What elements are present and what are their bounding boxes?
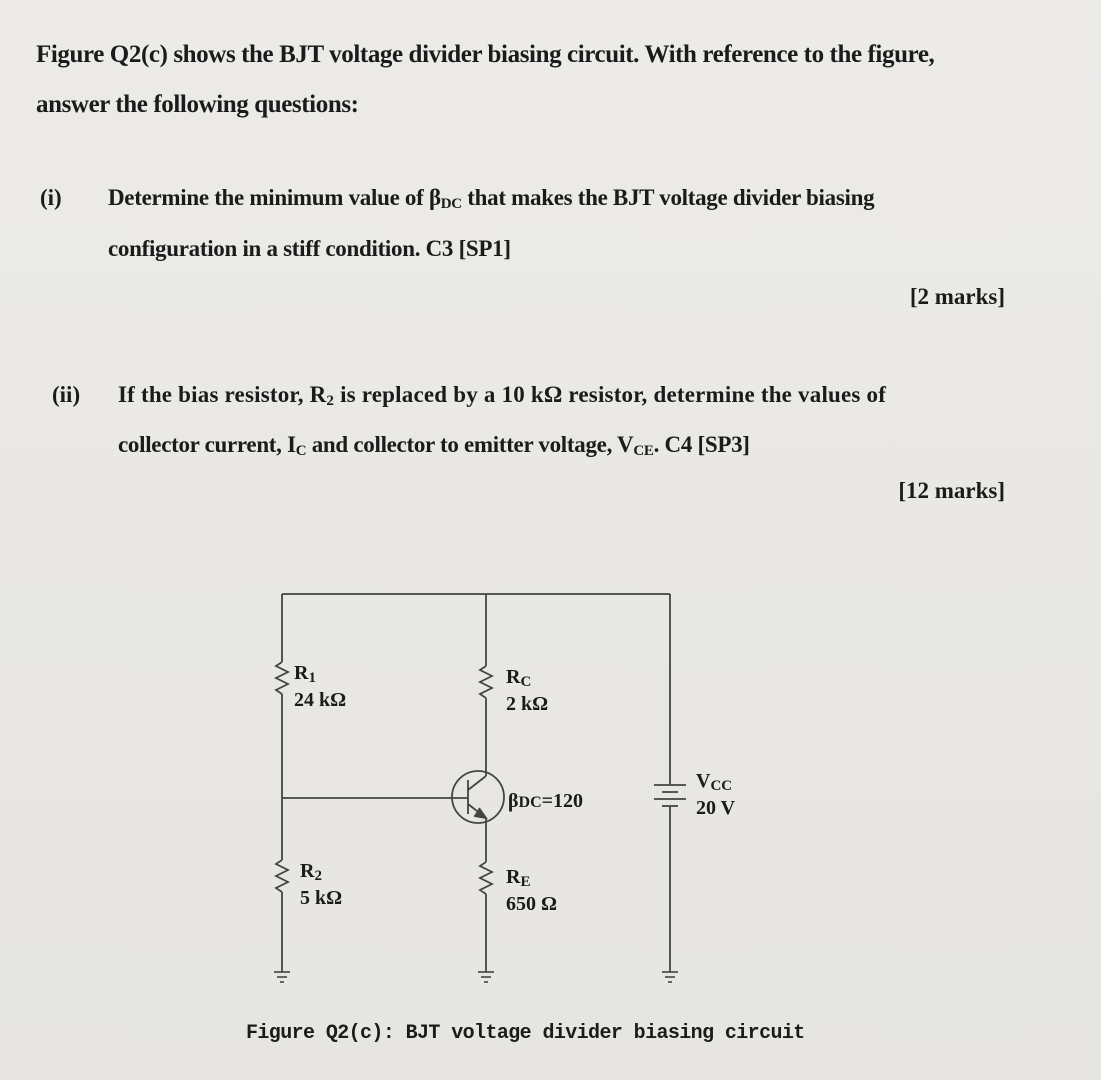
beta-value: =120: [541, 790, 584, 812]
rc-value: 2 kΩ: [506, 693, 549, 715]
re-subscript: E: [520, 874, 531, 890]
question-2-number: (ii): [52, 382, 81, 407]
intro-line-2: answer the following questions:: [36, 91, 359, 118]
question-1-line-2: configuration in a stiff condition. C3 [SP1]: [108, 236, 511, 261]
question-2-marks: [12 marks]: [898, 478, 1005, 503]
r2-subscript: 2: [314, 868, 322, 884]
q2-text-b: is replaced by a 10 kΩ resistor, determine the values of: [334, 382, 887, 407]
rc-name: R: [506, 666, 521, 688]
vcc-ground-symbol: [662, 972, 678, 982]
beta-label: [508, 790, 583, 814]
rc-label: [506, 666, 548, 715]
q2-vce-subscript: CE: [633, 443, 654, 459]
question-2-line-1: [118, 382, 886, 410]
intro-line-1: Figure Q2(c) shows the BJT voltage divider biasing circuit. With reference to the figure,: [36, 41, 935, 68]
beta-symbol: β: [508, 790, 519, 812]
question-intro: [36, 30, 1076, 130]
re-resistor: [480, 862, 492, 894]
rc-resistor: [480, 666, 492, 698]
rc-subscript: C: [520, 674, 532, 690]
npn-transistor: [452, 771, 504, 823]
vcc-subscript: CC: [710, 778, 733, 794]
r2-name: R: [300, 860, 315, 882]
q2-text-d: and collector to emitter voltage, V: [306, 432, 634, 457]
beta-subscript: DC: [518, 794, 542, 811]
r2-ground-symbol: [274, 972, 290, 982]
question-1-line-1: [108, 185, 874, 213]
q1-text-a: Determine the minimum value of β: [108, 185, 441, 210]
re-value: 650 Ω: [506, 893, 558, 915]
q2-ic-subscript: C: [295, 443, 307, 459]
r2-value: 5 kΩ: [300, 887, 343, 909]
q1-text-b: that makes the BJT voltage divider biasing: [461, 185, 875, 210]
figure-caption: Figure Q2(c): BJT voltage divider biasing circuit: [246, 1022, 805, 1045]
r2-resistor: [276, 860, 288, 892]
vcc-battery: [654, 785, 686, 806]
vcc-value: 20 V: [696, 797, 736, 819]
question-1-marks: [2 marks]: [909, 284, 1005, 309]
r1-value: 24 kΩ: [294, 689, 347, 711]
q2-r2-subscript: 2: [326, 393, 335, 409]
r1-resistor: [276, 662, 288, 694]
question-2-line-2: [118, 432, 750, 460]
vcc-label: [696, 770, 735, 819]
q2-text-e: . C4 [SP3]: [653, 432, 750, 457]
re-ground-symbol: [478, 972, 494, 982]
r1-label: [294, 662, 346, 711]
bjt-circuit-diagram: [250, 580, 790, 1000]
vcc-name: V: [696, 770, 711, 792]
q2-text-c: collector current, I: [118, 432, 296, 457]
r1-subscript: 1: [308, 670, 316, 686]
question-1-number: (i): [40, 185, 62, 210]
q1-beta-subscript: DC: [440, 196, 462, 212]
q2-text-a: If the bias resistor, R: [118, 382, 327, 407]
re-label: [506, 866, 557, 915]
re-name: R: [506, 866, 521, 888]
r2-label: [300, 860, 342, 909]
r1-name: R: [294, 662, 309, 684]
